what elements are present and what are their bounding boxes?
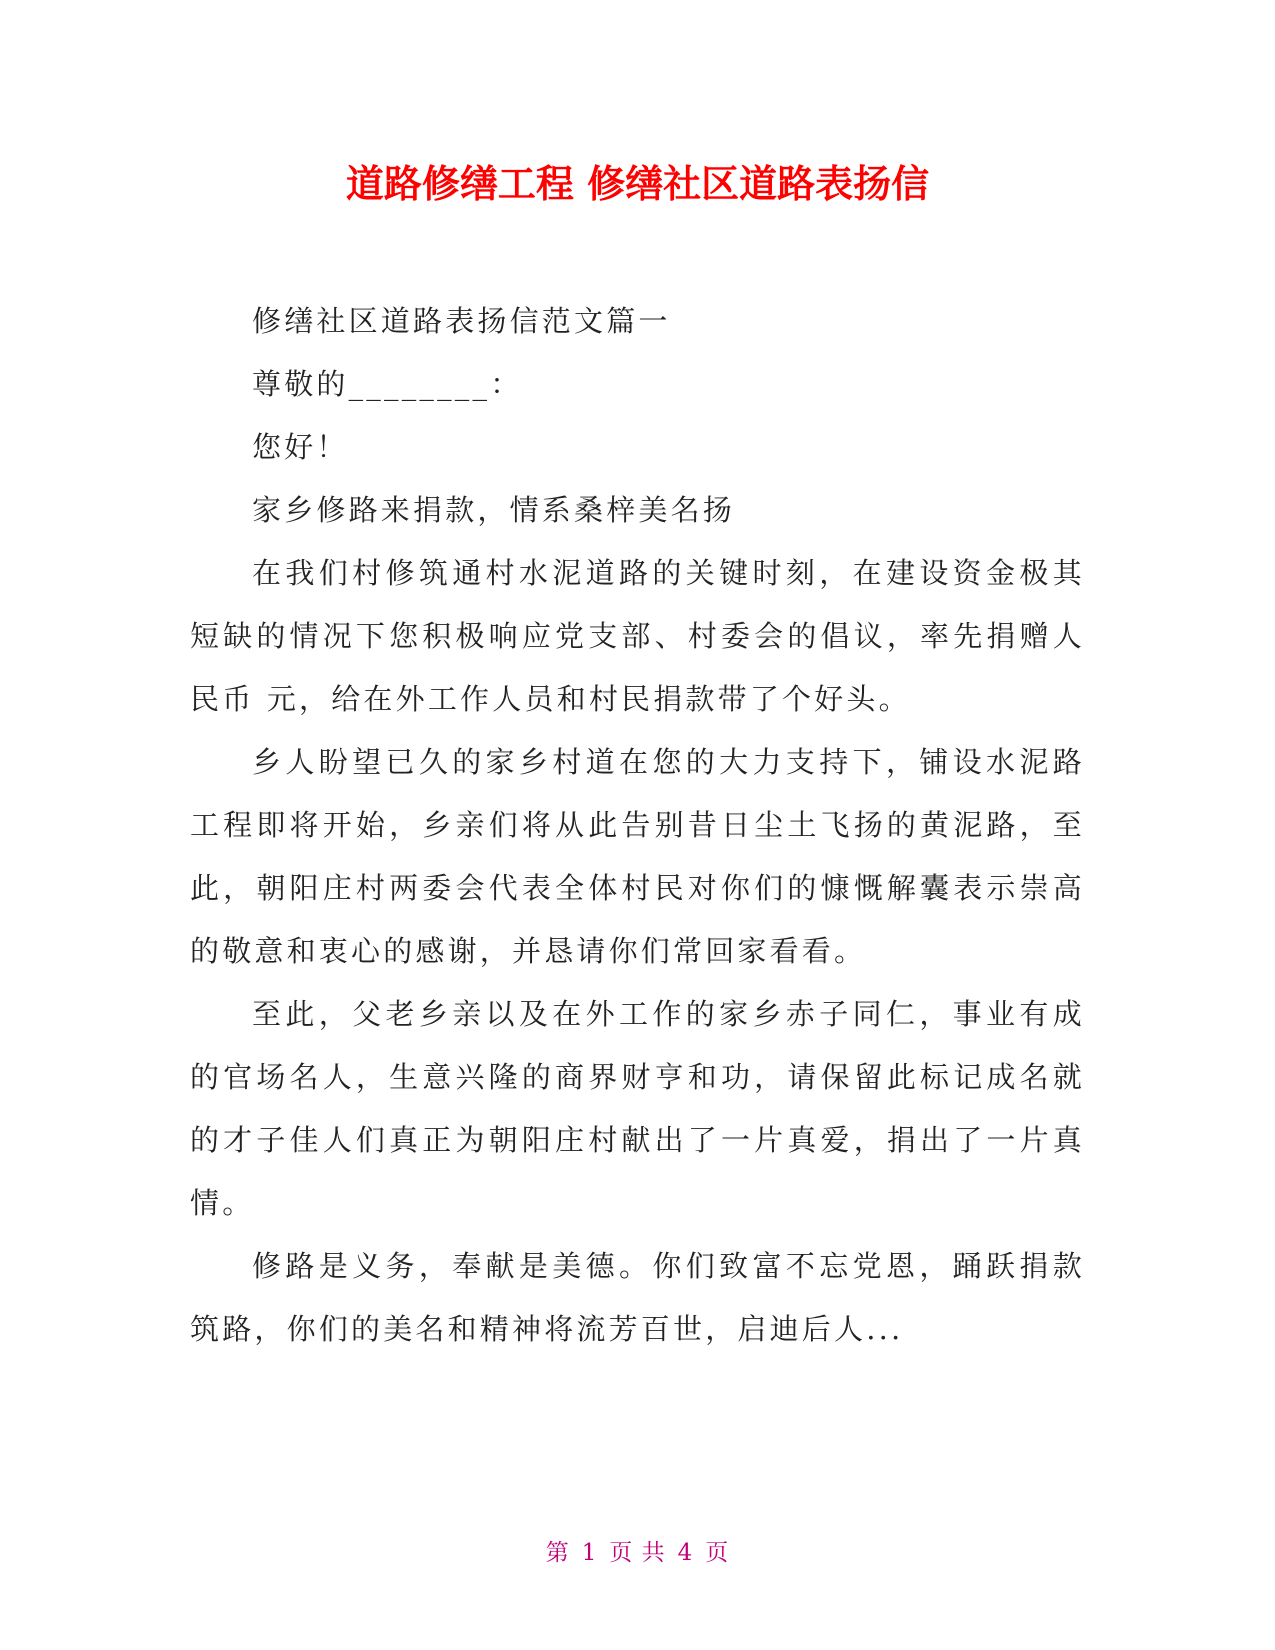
body-paragraph: 乡人盼望已久的家乡村道在您的大力支持下，铺设水泥路工程即将开始，乡亲们将从此告别昔日尘土飞扬的黄泥路，至此，朝阳庄村两委会代表全体村民对你们的慷慨解囊表示崇高的敬意和衷心的感谢，并恳请你们常回家看看。 bbox=[190, 745, 1085, 968]
footer-page-prefix: 第 bbox=[545, 1540, 570, 1566]
greeting-paragraph: 您好！ bbox=[252, 430, 349, 464]
document-body bbox=[190, 290, 1085, 1361]
footer-page-suffix: 页 bbox=[705, 1540, 730, 1566]
subtitle-paragraph: 修缮社区道路表扬信范文篇一 bbox=[252, 304, 671, 338]
page-footer bbox=[0, 1538, 1275, 1568]
footer-page-number: 1 bbox=[581, 1540, 598, 1566]
body-paragraph: 修路是义务，奉献是美德。你们致富不忘党恩，踊跃捐款筑路，你们的美名和精神将流芳百世，启迪后人... bbox=[190, 1249, 1085, 1346]
footer-page-total: 4 bbox=[677, 1540, 694, 1566]
heading-paragraph: 家乡修路来捐款，情系桑梓美名扬 bbox=[252, 493, 736, 527]
body-paragraph: 在我们村修筑通村水泥道路的关键时刻，在建设资金极其短缺的情况下您积极响应党支部、村委会的倡议，率先捐赠人民币 元，给在外工作人员和村民捐款带了个好头。 bbox=[190, 556, 1085, 716]
body-paragraph: 至此，父老乡亲以及在外工作的家乡赤子同仁，事业有成的官场名人，生意兴隆的商界财亨和功，请保留此标记成名就的才子佳人们真正为朝阳庄村献出了一片真爱，捐出了一片真情。 bbox=[190, 997, 1085, 1220]
salutation-paragraph: 尊敬的________： bbox=[252, 367, 523, 401]
document-title: 道路修缮工程 修缮社区道路表扬信 bbox=[345, 162, 930, 206]
footer-page-mid: 页 共 bbox=[609, 1540, 666, 1566]
